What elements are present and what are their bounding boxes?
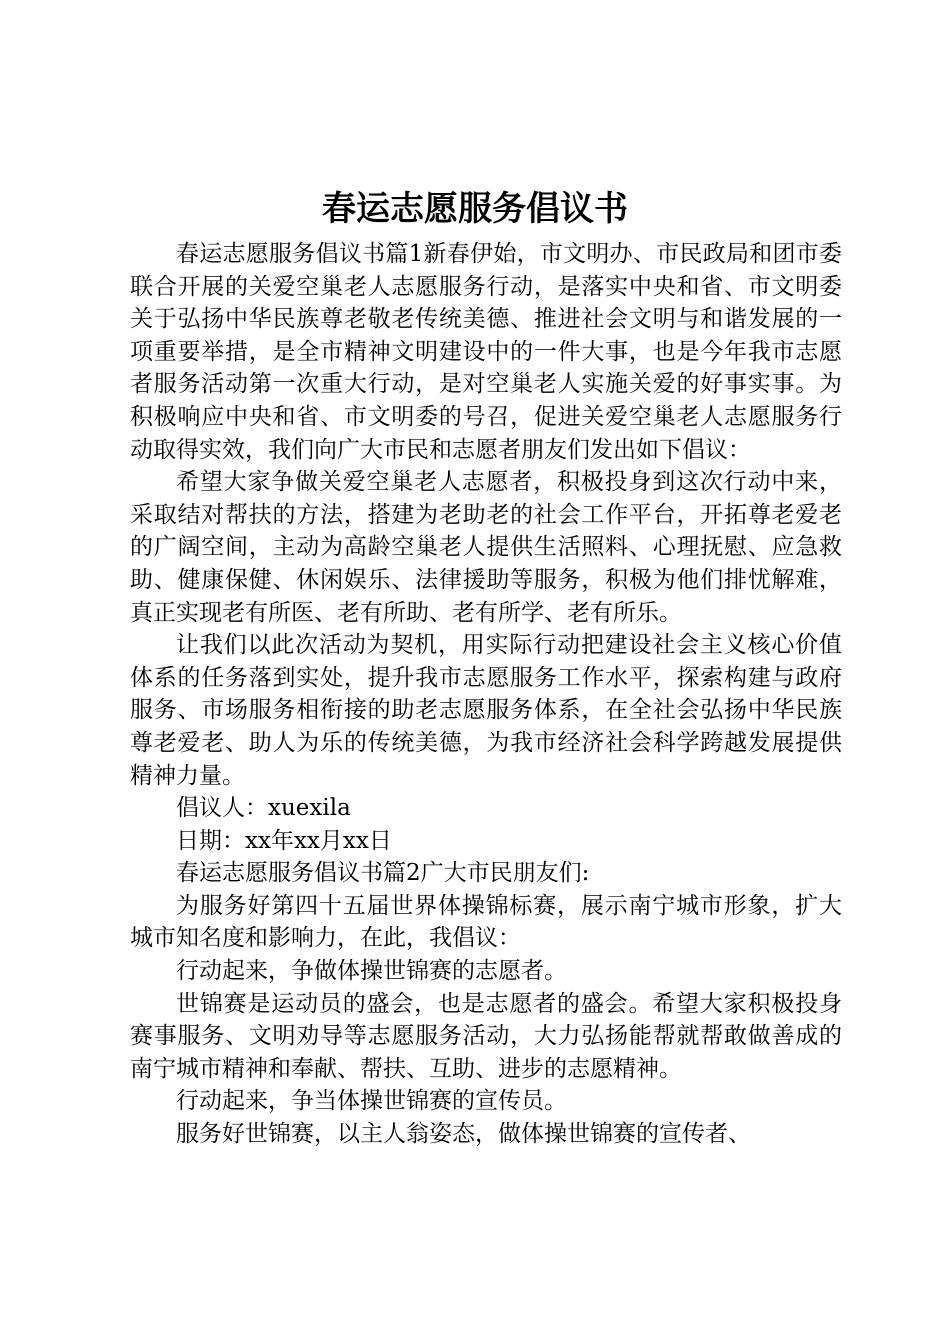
document-title: 春运志愿服务倡议书 [322,189,628,229]
paragraph: 服务好世锦赛，以主人翁姿态，做体操世锦赛的宣传者、 [176,1121,751,1148]
paragraph: 行动起来，争当体操世锦赛的宣传员。 [176,1088,567,1115]
paragraph: 春运志愿服务倡议书篇1新春伊始，市文明办、市民政局和团市委联合开展的关爱空巢老人志愿服务行动，是落实中央和省、市文明委关于弘扬中华民族尊老敬老传统美德、推进社会文明与和谐发展的一项重要举措，是全市精神文明建设中的一件大事，也是今年我市志愿者服务活动第一次重大行动，是对空巢老人实施关爱的好事实事。为积极响应中央和省、市文明委的号召，促进关爱空巢老人志愿服务行动取得实效，我们向广大市民和志愿者朋友们发出如下倡议： [130,241,842,463]
paragraph: 希望大家争做关爱空巢老人志愿者，积极投身到这次行动中来，采取结对帮扶的方法，搭建为老助老的社会工作平台，开拓尊老爱老的广阔空间，主动为高龄空巢老人提供生活照料、心理抚慰、应急救助、健康保健、休闲娱乐、法律援助等服务，积极为他们排忧解难，真正实现老有所医、老有所助、老有所学、老有所乐。 [130,469,842,626]
paragraph-proposer: 倡议人：xuexila [176,795,351,822]
paragraph: 行动起来，争做体操世锦赛的志愿者。 [176,958,567,985]
document-body [130,238,842,1151]
paragraph-date: 日期：xx年xx月xx日 [176,827,392,854]
paragraph: 春运志愿服务倡议书篇2广大市民朋友们: [176,860,590,887]
paragraph: 世锦赛是运动员的盛会，也是志愿者的盛会。希望大家积极投身赛事服务、文明劝导等志愿服务活动，大力弘扬能帮就帮敢做善成的南宁城市精神和奉献、帮扶、互助、进步的志愿精神。 [130,990,842,1082]
paragraph: 让我们以此次活动为契机，用实际行动把建设社会主义核心价值体系的任务落到实处，提升我市志愿服务工作水平，探索构建与政府服务、市场服务相衔接的助老志愿服务体系，在全社会弘扬中华民族尊老爱老、助人为乐的传统美德，为我市经济社会科学跨越发展提供精神力量。 [130,632,842,789]
paragraph: 为服务好第四十五届世界体操锦标赛，展示南宁城市形象，扩大城市知名度和影响力，在此，我倡议： [130,892,842,952]
